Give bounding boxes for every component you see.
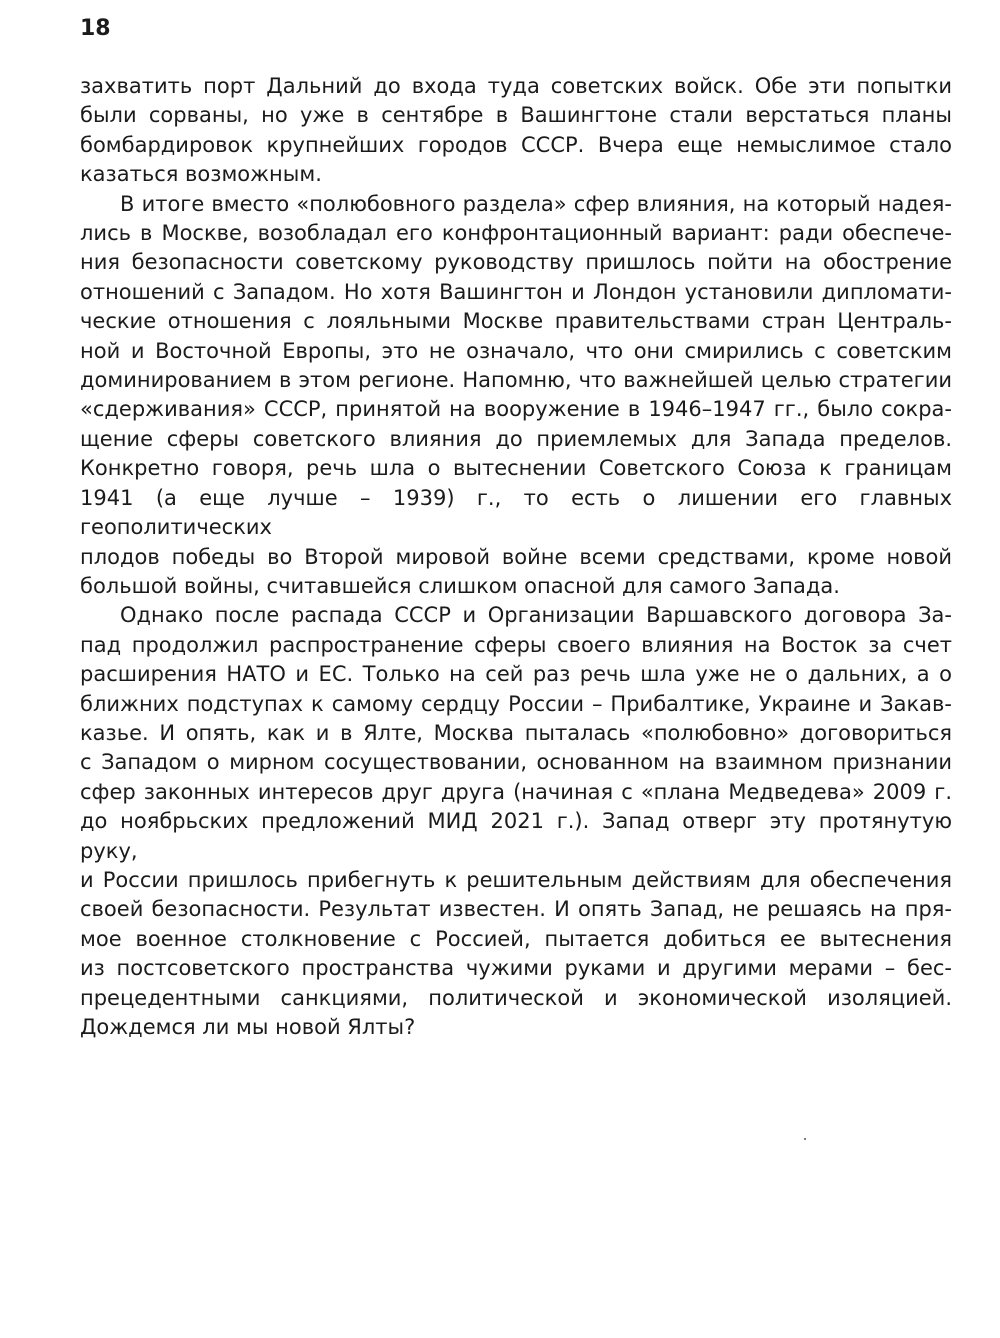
text-line: с Западом о мирном сосуществовании, основанном на взаимном признании <box>80 750 952 775</box>
text-line: большой войны, считавшейся слишком опасной для самого Запада. <box>80 573 840 598</box>
text-line: лись в Москве, возобладал его конфронтационный вариант: ради обеспече- <box>80 221 952 246</box>
text-line: до ноябрьских предложений МИД 2021 г.). Запад отверг эту протянутую руку, <box>80 809 952 863</box>
text-line: щение сферы советского влияния до приемлемых для Запада пределов. <box>80 426 952 451</box>
text-line: ческие отношения с лояльными Москве правительствами стран Централь- <box>80 309 952 334</box>
text-line: бомбардировок крупнейших городов СССР. Вчера еще немыслимое стало <box>80 132 952 157</box>
text-line: пад продолжил распространение сферы своего влияния на Восток за счет <box>80 632 952 657</box>
paragraph-2 <box>80 190 952 602</box>
text-line: своей безопасности. Результат известен. И опять Запад, не решаясь на пря- <box>80 897 952 922</box>
text-line: доминированием в этом регионе. Напомню, что важнейшей целью стратегии <box>80 368 952 393</box>
text-line: 1941 (а еще лучше – 1939) г., то есть о лишении его главных геополитических <box>80 485 952 540</box>
text-line: отношений с Западом. Но хотя Вашингтон и Лондон установили дипломати- <box>80 279 952 304</box>
text-line: казье. И опять, как и в Ялте, Москва пыталась «полюбовно» договориться <box>80 720 952 745</box>
text-line: В итоге вместо «полюбовного раздела» сфер влияния, на который надея- <box>120 191 952 216</box>
text-line: ной и Восточной Европы, это не означало, что они смирились с советским <box>80 338 952 363</box>
text-line: были сорваны, но уже в сентябре в Вашингтоне стали верстаться планы <box>80 103 952 128</box>
text-line: Однако после распада СССР и Организации Варшавского договора За- <box>120 603 952 628</box>
text-line: плодов победы во Второй мировой войне всеми средствами, кроме новой <box>80 544 952 569</box>
paragraph-1 <box>80 72 952 190</box>
scan-speck <box>804 1138 806 1140</box>
text-line: и России пришлось прибегнуть к решительным действиям для обеспечения <box>80 867 952 892</box>
text-line: прецедентными санкциями, политической и экономической изоляцией. <box>80 985 952 1010</box>
page-number: 18 <box>80 16 111 41</box>
body-text <box>80 72 952 1042</box>
text-line: ния безопасности советскому руководству пришлось пойти на обострение <box>80 250 952 275</box>
text-line: сфер законных интересов друг друга (начиная с «плана Медведева» 2009 г. <box>80 779 952 804</box>
text-line: ближних подступах к самому сердцу России – Прибалтике, Украине и Закав- <box>80 691 952 716</box>
text-line: захватить порт Дальний до входа туда советских войск. Обе эти попытки <box>80 74 952 98</box>
paragraph-3 <box>80 601 952 1042</box>
text-line: Дождемся ли мы новой Ялты? <box>80 1015 416 1039</box>
text-line: расширения НАТО и ЕС. Только на сей раз речь шла уже не о дальних, а о <box>80 662 952 687</box>
text-line: казаться возможным. <box>80 162 322 187</box>
text-line: из постсоветского пространства чужими руками и другими мерами – бес- <box>80 956 952 981</box>
text-line: Конкретно говоря, речь шла о вытеснении Советского Союза к границам <box>80 456 952 481</box>
text-line: мое военное столкновение с Россией, пытается добиться ее вытеснения <box>80 926 952 951</box>
text-line: «сдерживания» СССР, принятой на вооружение в 1946–1947 гг., было сокра- <box>80 397 952 422</box>
